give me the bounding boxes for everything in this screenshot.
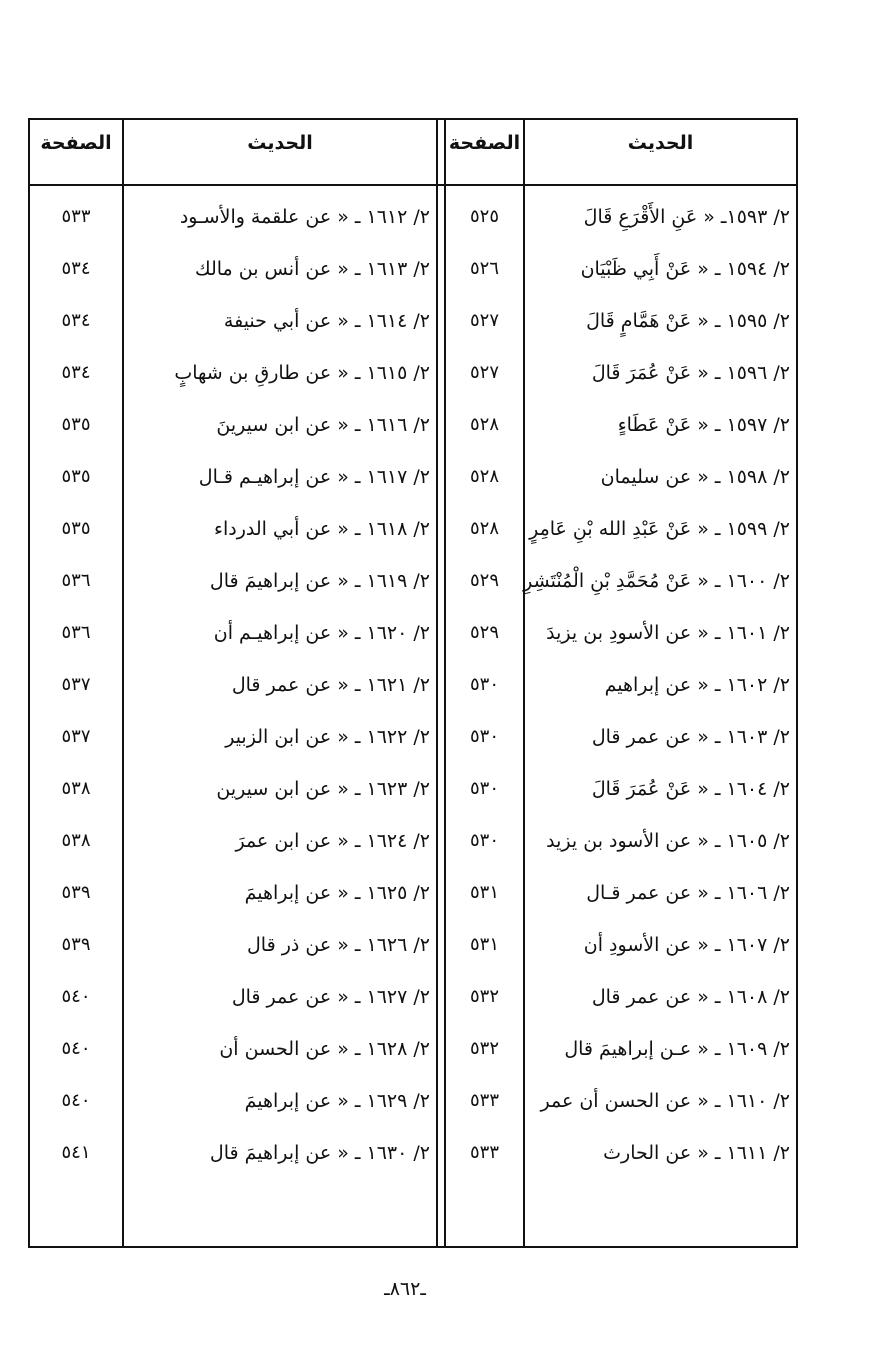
- hadith-entry: ٢/ ١٦٠٨ ـ « عن عمر قال: [591, 986, 790, 1008]
- page-number: ٥٢٩: [469, 570, 499, 591]
- table-row: [30, 622, 796, 674]
- page-number: ٥٤٠: [61, 1038, 91, 1059]
- page-number: ٥٣٢: [469, 986, 499, 1007]
- hadith-entry: ٢/ ١٦١٢ ـ « عن علقمة والأسـود: [179, 206, 430, 228]
- table-row: [30, 726, 796, 778]
- hadith-entry: ٢/ ١٦١٩ ـ « عن إبراهيمَ قال: [209, 570, 430, 592]
- table-row: [30, 414, 796, 466]
- table-row: [30, 310, 796, 362]
- page-number: ٥٣٨: [61, 778, 91, 799]
- hadith-entry: ٢/ ١٦٣٠ ـ « عن إبراهيمَ قال: [209, 1142, 430, 1164]
- hadith-entry: ٢/ ١٦١٦ ـ « عن ابن سيرينَ: [216, 414, 430, 436]
- table-row: [30, 778, 796, 830]
- header-page-right: الصفحة: [448, 132, 521, 154]
- page-number: ٥٣٩: [61, 882, 91, 903]
- page-number: ٥٢٨: [469, 414, 499, 435]
- hadith-entry: ٢/ ١٦١٤ ـ « عن أبي حنيفة: [223, 310, 430, 332]
- header-page-left: الصفحة: [40, 132, 112, 154]
- header-hadith-right: الحديث: [627, 132, 694, 154]
- page-number: ٥٢٩: [469, 622, 499, 643]
- page-number: ٥٣٩: [61, 934, 91, 955]
- page-number: ٥٣٥: [61, 466, 91, 487]
- hadith-entry: ٢/ ١٥٩٧ ـ « عَنْ عَطَاءٍ: [617, 414, 790, 436]
- hadith-entry: ٢/ ١٦١٣ ـ « عن أنس بن مالك: [194, 258, 430, 280]
- hadith-entry: ٢/ ١٦٠٦ ـ « عن عمر قـال: [586, 882, 790, 904]
- hadith-entry: ٢/ ١٦٠٢ ـ « عن إبراهيم: [604, 674, 790, 696]
- hadith-entry: ٢/ ١٦٠٧ ـ « عن الأسودِ أن: [583, 934, 790, 956]
- page-number: ٥٣١: [469, 934, 499, 955]
- page-number: ٥٣٠: [469, 778, 499, 799]
- page-number: ٥٣٠: [469, 726, 499, 747]
- hadith-entry: ٢/ ١٦٢٩ ـ « عن إبراهيمَ: [244, 1090, 430, 1112]
- hadith-entry: ٢/ ١٦٢٨ ـ « عن الحسن أن: [219, 1038, 430, 1060]
- page-number: ٥٣٣: [61, 206, 91, 227]
- hadith-entry: ٢/ ١٦٠٩ ـ « عـن إبراهيمَ قال: [564, 1038, 790, 1060]
- hadith-entry: ٢/ ١٦٢٥ ـ « عن إبراهيمَ: [244, 882, 430, 904]
- table-row: [30, 258, 796, 310]
- hadith-entry: ٢/ ١٦٠١ ـ « عن الأسودِ بن يزيدَ: [546, 622, 790, 644]
- hadith-entry: ٢/ ١٦٢٦ ـ « عن ذر قال: [246, 934, 430, 956]
- hadith-entry: ٢/ ١٦١٠ ـ « عن الحسن أن عمر: [540, 1090, 790, 1112]
- page-number: ٥٢٧: [469, 310, 499, 331]
- hadith-entry: ٢/ ١٦١٨ ـ « عن أبي الدرداء: [214, 518, 430, 540]
- hadith-entry: ٢/ ١٦٢٣ ـ « عن ابن سيرين: [216, 778, 430, 800]
- hadith-entry: ٢/ ١٦١٧ ـ « عن إبراهيـم قـال: [198, 466, 430, 488]
- table-row: [30, 674, 796, 726]
- page-number: ٥٣٠: [469, 674, 499, 695]
- hadith-entry: ٢/ ١٦٠٣ ـ « عن عمر قال: [591, 726, 790, 748]
- index-table: [28, 118, 798, 1248]
- table-row: [30, 1142, 796, 1194]
- page-footer-number: ـ٨٦٢ـ: [384, 1278, 426, 1300]
- hadith-entry: ٢/ ١٦١١ ـ « عن الحارث: [603, 1142, 790, 1164]
- hadith-entry: ٢/ ١٦٢١ ـ « عن عمر قال: [231, 674, 430, 696]
- hadith-entry: ٢/ ١٥٩٩ ـ « عَنْ عَبْدِ الله بْنِ عَامِرٍ: [529, 518, 790, 540]
- table-row: [30, 830, 796, 882]
- page-number: ٥٣١: [469, 882, 499, 903]
- table-row: [30, 362, 796, 414]
- hadith-entry: ٢/ ١٥٩٣ـ « عَنِ الأَقْرَعِ قَالَ: [583, 206, 790, 228]
- header-hadith-left: الحديث: [247, 132, 313, 154]
- table-row: [30, 466, 796, 518]
- hadith-entry: ٢/ ١٥٩٤ ـ « عَنْ أَبِي ظَبْيَان: [580, 258, 790, 280]
- page-number: ٥٢٨: [469, 466, 499, 487]
- hadith-entry: ٢/ ١٦٢٤ ـ « عن ابن عمرَ: [235, 830, 430, 852]
- hadith-entry: ٢/ ١٦٠٥ ـ « عن الأسود بن يزيد: [546, 830, 790, 852]
- page-number: ٥٢٦: [469, 258, 499, 279]
- table-row: [30, 570, 796, 622]
- hadith-entry: ٢/ ١٥٩٥ ـ « عَنْ هَمَّامٍ قَالَ: [586, 310, 790, 332]
- page-number: ٥٣٣: [469, 1090, 499, 1111]
- hadith-entry: ٢/ ١٦٢٢ ـ « عن ابن الزبير: [225, 726, 430, 748]
- hadith-entry: ٢/ ١٦٢٠ ـ « عن إبراهيـم أن: [213, 622, 430, 644]
- page-number: ٥٤٠: [61, 1090, 91, 1111]
- page-number: ٥٣٨: [61, 830, 91, 851]
- hadith-entry: ٢/ ١٥٩٨ ـ « عن سليمان: [600, 466, 790, 488]
- table-row: [30, 986, 796, 1038]
- page-number: ٥٣٧: [61, 674, 91, 695]
- hadith-entry: ٢/ ١٥٩٦ ـ « عَنْ عُمَرَ قَالَ: [591, 362, 790, 384]
- table-row: [30, 1090, 796, 1142]
- table-row: [30, 1038, 796, 1090]
- header-underline: [30, 184, 796, 186]
- table-row: [30, 934, 796, 986]
- table-row: [30, 882, 796, 934]
- hadith-entry: ٢/ ١٦٠٠ ـ « عَنْ مُحَمَّدِ بْنِ الْمُنْتَشِرِ: [523, 570, 790, 592]
- page-number: ٥٣٢: [469, 1038, 499, 1059]
- page-number: ٥٤٠: [61, 986, 91, 1007]
- page-number: ٥٣٤: [61, 258, 91, 279]
- hadith-entry: ٢/ ١٦١٥ ـ « عن طارقِ بن شهابٍ: [174, 362, 430, 384]
- hadith-entry: ٢/ ١٦٢٧ ـ « عن عمر قال: [231, 986, 430, 1008]
- page-number: ٥٣٤: [61, 310, 91, 331]
- page-number: ٥٢٧: [469, 362, 499, 383]
- page-number: ٥٣٥: [61, 414, 91, 435]
- page-number: ٥٣٣: [469, 1142, 499, 1163]
- page-number: ٥٣٧: [61, 726, 91, 747]
- page-number: ٥٣٥: [61, 518, 91, 539]
- page-number: ٥٣٦: [61, 622, 91, 643]
- table-row: [30, 518, 796, 570]
- page-number: ٥٢٥: [469, 206, 499, 227]
- page-number: ٥٣٤: [61, 362, 91, 383]
- page-number: ٥٣٠: [469, 830, 499, 851]
- page-number: ٥٤١: [61, 1142, 91, 1163]
- hadith-entry: ٢/ ١٦٠٤ ـ « عَنْ عُمَرَ قَالَ: [591, 778, 790, 800]
- page-number: ٥٣٦: [61, 570, 91, 591]
- page-number: ٥٢٨: [469, 518, 499, 539]
- table-row: [30, 206, 796, 258]
